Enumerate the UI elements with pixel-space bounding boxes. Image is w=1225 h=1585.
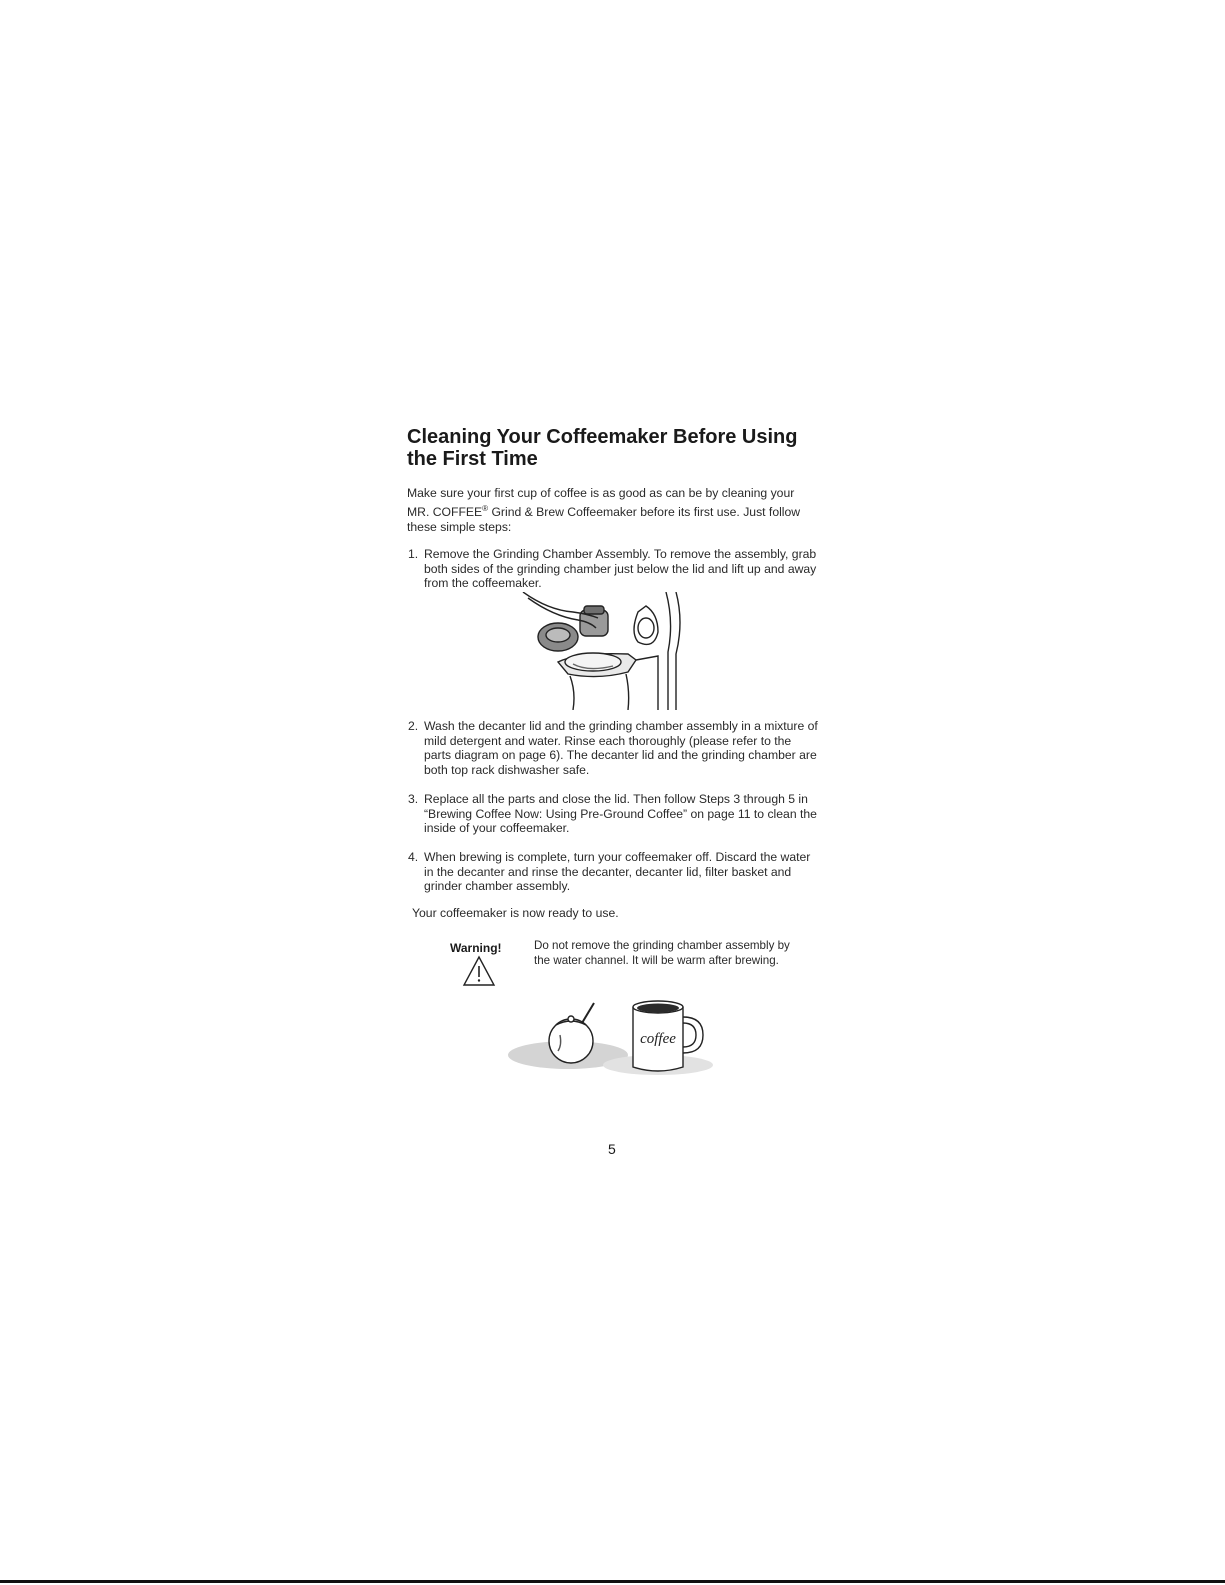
- step-number: 3.: [408, 792, 419, 806]
- step-1: [408, 547, 818, 591]
- mug-label: coffee: [640, 1031, 676, 1047]
- step-text: Replace all the parts and close the lid. Then follow Steps 3 through 5 in “Brewing Coffee Now: Using Pre-Ground Coffee” on page 11 to clean the inside of your coffeemaker.: [424, 792, 817, 836]
- step-number: 1.: [408, 547, 419, 561]
- registered-mark: ®: [482, 504, 489, 513]
- sugar-bowl-and-mug-illustration: [508, 995, 718, 1080]
- intro-text-start: Make sure your first cup of coffee is as good as can be by cleaning your MR. COFFEE: [407, 486, 795, 520]
- warning-label: Warning!: [450, 941, 502, 955]
- page-number: 5: [608, 1141, 616, 1157]
- step-text: Remove the Grinding Chamber Assembly. To remove the assembly, grab both sides of the grinding chamber just below the lid and lift up and away from the coffeemaker.: [424, 547, 817, 591]
- warning-triangle-icon: [462, 955, 496, 987]
- grinding-chamber-removal-illustration: [518, 592, 698, 710]
- intro-text-end: Grind & Brew Coffeemaker before its first use. Just follow these simple steps:: [407, 505, 801, 535]
- step-2: [408, 719, 818, 777]
- step-text: Wash the decanter lid and the grinding chamber assembly in a mixture of mild detergent and water. Rinse each thoroughly (please refer to the parts diagram on page 6). The decanter lid and the grinding chamber are both top rack dishwasher safe.: [424, 719, 818, 777]
- step-3: [408, 792, 818, 836]
- step-number: 4.: [408, 850, 419, 864]
- page-title: Cleaning Your Coffeemaker Before Using the First Time: [407, 426, 798, 470]
- warning-text: Do not remove the grinding chamber assembly by the water channel. It will be warm after brewing.: [534, 939, 790, 967]
- step-number: 2.: [408, 719, 419, 733]
- intro-paragraph: [407, 486, 819, 535]
- ready-message: Your coffeemaker is now ready to use.: [412, 906, 619, 920]
- step-4: [408, 850, 818, 894]
- bottom-border: [0, 1580, 1225, 1583]
- step-text: When brewing is complete, turn your coffeemaker off. Discard the water in the decanter and rinse the decanter, decanter lid, filter basket and grinder chamber assembly.: [424, 850, 811, 894]
